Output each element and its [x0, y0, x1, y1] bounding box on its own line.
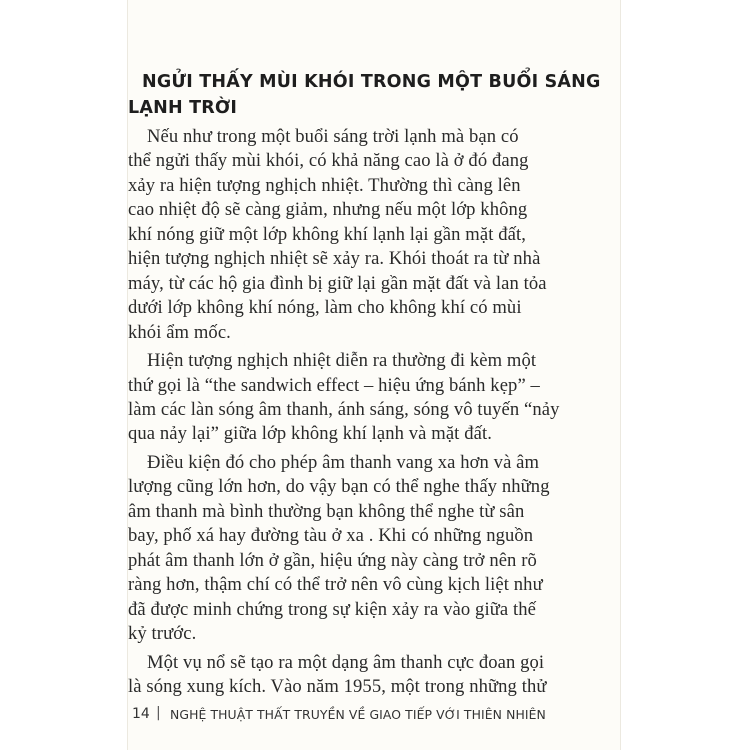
- body-line-4: cao nhiệt độ sẽ càng giảm, nhưng nếu một lớp không: [128, 199, 528, 220]
- page-number: 14: [132, 706, 150, 722]
- body-line-18: phát âm thanh lớn ở gần, hiệu ứng này càng trở nên rõ: [128, 550, 537, 571]
- section-heading-line-2: LẠNH TRỜI: [128, 98, 238, 118]
- body-line-22: Một vụ nổ sẽ tạo ra một dạng âm thanh cực đoan gọi: [147, 652, 545, 673]
- body-line-9: khói ẩm mốc.: [128, 322, 231, 343]
- body-line-2: thể ngửi thấy mùi khói, có khả năng cao là ở đó đang: [128, 150, 529, 171]
- body-line-8: dưới lớp không khí nóng, làm cho không khí có mùi: [128, 297, 522, 318]
- body-line-6: hiện tượng nghịch nhiệt sẽ xảy ra. Khói thoát ra từ nhà: [128, 248, 541, 269]
- body-line-12: làm các làn sóng âm thanh, ánh sáng, sóng vô tuyến “nảy: [128, 399, 560, 420]
- page-footer: [132, 700, 620, 740]
- body-line-14: Điều kiện đó cho phép âm thanh vang xa hơn và âm: [147, 452, 540, 473]
- running-book-title: NGHỆ THUẬT THẤT TRUYỀN VỀ GIAO TIẾP VỚI THIÊN NHIÊN: [170, 707, 546, 722]
- body-line-13: qua nảy lại” giữa lớp không khí lạnh và mặt đất.: [128, 423, 492, 444]
- body-line-3: xảy ra hiện tượng nghịch nhiệt. Thường thì càng lên: [128, 175, 521, 196]
- footer-separator: |: [156, 705, 161, 721]
- section-heading-line-1: NGỬI THẤY MÙI KHÓI TRONG MỘT BUỔI SÁNG: [142, 72, 601, 92]
- body-line-5: khí nóng giữ một lớp không khí lạnh lại gần mặt đất,: [128, 224, 526, 245]
- body-line-15: lượng cũng lớn hơn, do vậy bạn có thể nghe thấy những: [128, 476, 550, 497]
- body-line-21: kỷ trước.: [128, 623, 197, 644]
- body-line-11: thứ gọi là “the sandwich effect – hiệu ứng bánh kẹp” –: [128, 375, 540, 396]
- body-line-7: máy, từ các hộ gia đình bị giữ lại gần mặt đất và lan tỏa: [128, 273, 547, 294]
- body-line-10: Hiện tượng nghịch nhiệt diễn ra thường đi kèm một: [147, 350, 537, 371]
- body-line-17: bay, phố xá hay đường tàu ở xa . Khi có những nguồn: [128, 525, 534, 546]
- body-line-23: là sóng xung kích. Vào năm 1955, một trong những thử: [128, 676, 547, 697]
- body-line-16: âm thanh mà bình thường bạn không thể nghe từ sân: [128, 501, 525, 522]
- body-line-19: ràng hơn, thậm chí có thể trở nên vô cùng kịch liệt như: [128, 574, 543, 595]
- body-line-1: Nếu như trong một buổi sáng trời lạnh mà bạn có: [147, 126, 519, 147]
- body-line-20: đã được minh chứng trong sự kiện xảy ra vào giữa thế: [128, 599, 537, 620]
